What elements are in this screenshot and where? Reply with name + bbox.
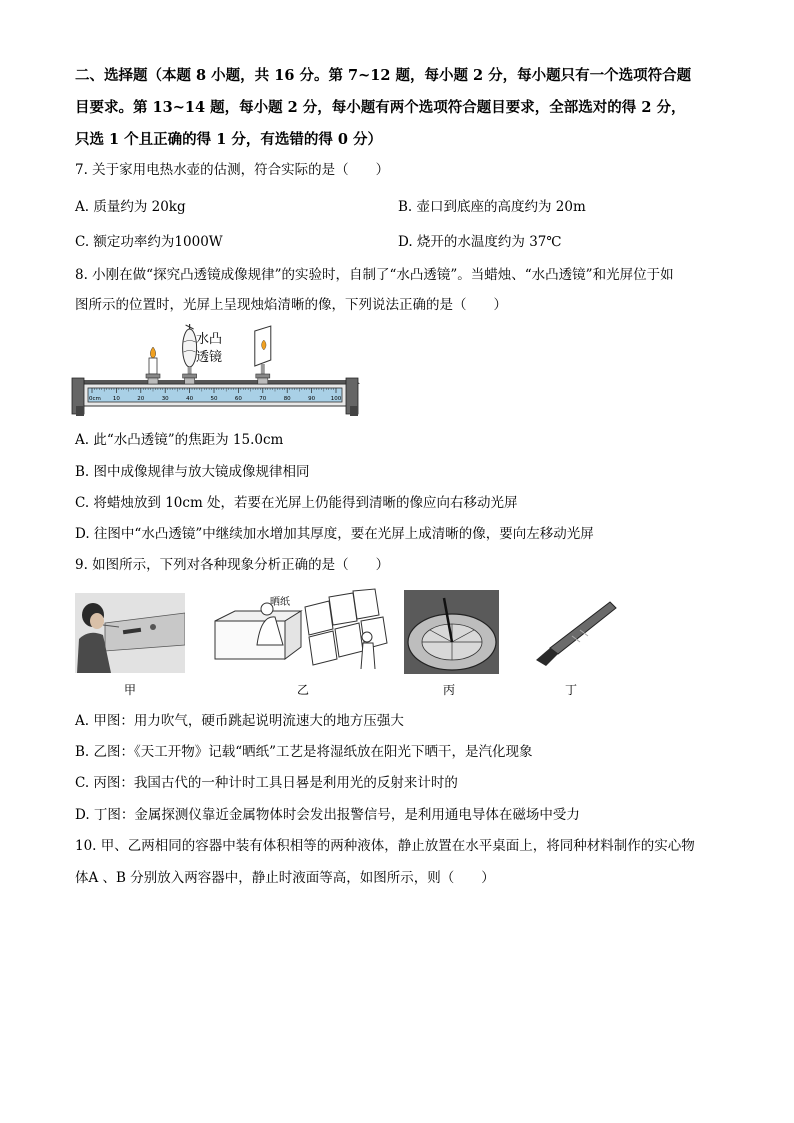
q7-option-d[interactable]: D. 烧开的水温度约为 37℃	[398, 234, 562, 250]
figure-label-bing: 丙	[443, 683, 456, 697]
figure-ding-metal-detector	[520, 596, 620, 671]
lens-label-line-1: 水凸	[196, 332, 223, 347]
water-convex-lens	[183, 324, 197, 384]
q8-stem-line-2: 图所示的位置时，光屏上呈现烛焰清晰的像，下列说法正确的是（ ）	[75, 297, 507, 313]
scale-tick-label: 100	[330, 396, 342, 402]
section-header-line-2: 目要求。第 13~14 题，每小题 2 分，每小题有两个选项符合题目要求，全部选对的得 2 分，	[75, 99, 686, 116]
q9-option-c[interactable]: C. 丙图：我国古代的一种计时工具日晷是利用光的反射来计时的	[75, 775, 458, 791]
scale-tick-label: 90	[308, 396, 316, 402]
q10-stem-line-1: 10. 甲、乙两相同的容器中装有体积相等的两种液体，静止放置在水平桌面上，将同种材料制作的实心物	[75, 838, 695, 854]
figure-yi-caption: 晒纸	[270, 597, 290, 608]
figure-label-ding: 丁	[565, 683, 578, 697]
figure-yi-drying-paper	[205, 585, 395, 675]
scale-tick-label: 60	[234, 396, 242, 402]
scale-tick-label: 30	[161, 396, 169, 402]
section-header-line-1: 二、选择题（本题 8 小题，共 16 分。第 7~12 题，每小题 2 分，每小题只有一个选项符合题	[75, 67, 692, 84]
section-header-line-3: 只选 1 个且正确的得 1 分，有选错的得 0 分）	[75, 131, 383, 148]
q8-stem-line-1: 8. 小刚在做“探究凸透镜成像规律”的实验时，自制了“水凸透镜”。当蜡烛、“水凸透镜”和光屏位于如	[75, 267, 674, 283]
scale-tick-label: 70	[259, 396, 267, 402]
figure-bing-sundial	[404, 590, 499, 674]
scale-tick-label: 80	[283, 396, 291, 402]
scale-tick-label: 50	[210, 396, 218, 402]
q9-option-a[interactable]: A. 甲图：用力吹气，硬币跳起说明流速大的地方压强大	[75, 713, 404, 729]
q8-option-a[interactable]: A. 此“水凸透镜”的焦距为 15.0cm	[75, 432, 284, 448]
q9-stem: 9. 如图所示，下列对各种现象分析正确的是（ ）	[75, 557, 390, 573]
q10-stem-line-2: 体A 、B 分别放入两容器中，静止时液面等高，如图所示，则（ ）	[75, 870, 495, 886]
q9-option-b[interactable]: B. 乙图：《天工开物》记载“晒纸”工艺是将湿纸放在阳光下晒干，是汽化现象	[75, 744, 533, 760]
q7-option-a[interactable]: A. 质量约为 20kg	[75, 199, 186, 215]
candle	[146, 347, 160, 384]
scale-tick-label: 20	[137, 396, 145, 402]
figure-jia-blowing-coin	[75, 593, 185, 673]
q8-option-c[interactable]: C. 将蜡烛放到 10cm 处，若要在光屏上仍能得到清晰的像应向右移动光屏	[75, 495, 518, 511]
q7-option-c[interactable]: C. 额定功率约为1000W	[75, 234, 223, 250]
q9-option-d[interactable]: D. 丁图：金属探测仪靠近金属物体时会发出报警信号，是利用通电导体在磁场中受力	[75, 807, 580, 823]
scale-tick-label: 10	[112, 396, 120, 402]
optical-bench-figure	[70, 322, 365, 422]
scale-unit-label: 0cm	[89, 396, 101, 402]
q7-stem: 7. 关于家用电热水壶的估测，符合实际的是（ ）	[75, 162, 390, 178]
q7-option-b[interactable]: B. 壶口到底座的高度约为 20m	[398, 199, 586, 215]
q8-option-b[interactable]: B. 图中成像规律与放大镜成像规律相同	[75, 464, 310, 480]
figure-label-jia: 甲	[124, 683, 137, 697]
q8-option-d[interactable]: D. 往图中“水凸透镜”中继续加水增加其厚度，要在光屏上成清晰的像，要向左移动光屏	[75, 526, 594, 542]
scale-tick-label: 40	[186, 396, 194, 402]
lens-label-line-2: 透镜	[196, 350, 223, 365]
figure-label-yi: 乙	[297, 683, 310, 697]
light-screen	[255, 326, 271, 384]
